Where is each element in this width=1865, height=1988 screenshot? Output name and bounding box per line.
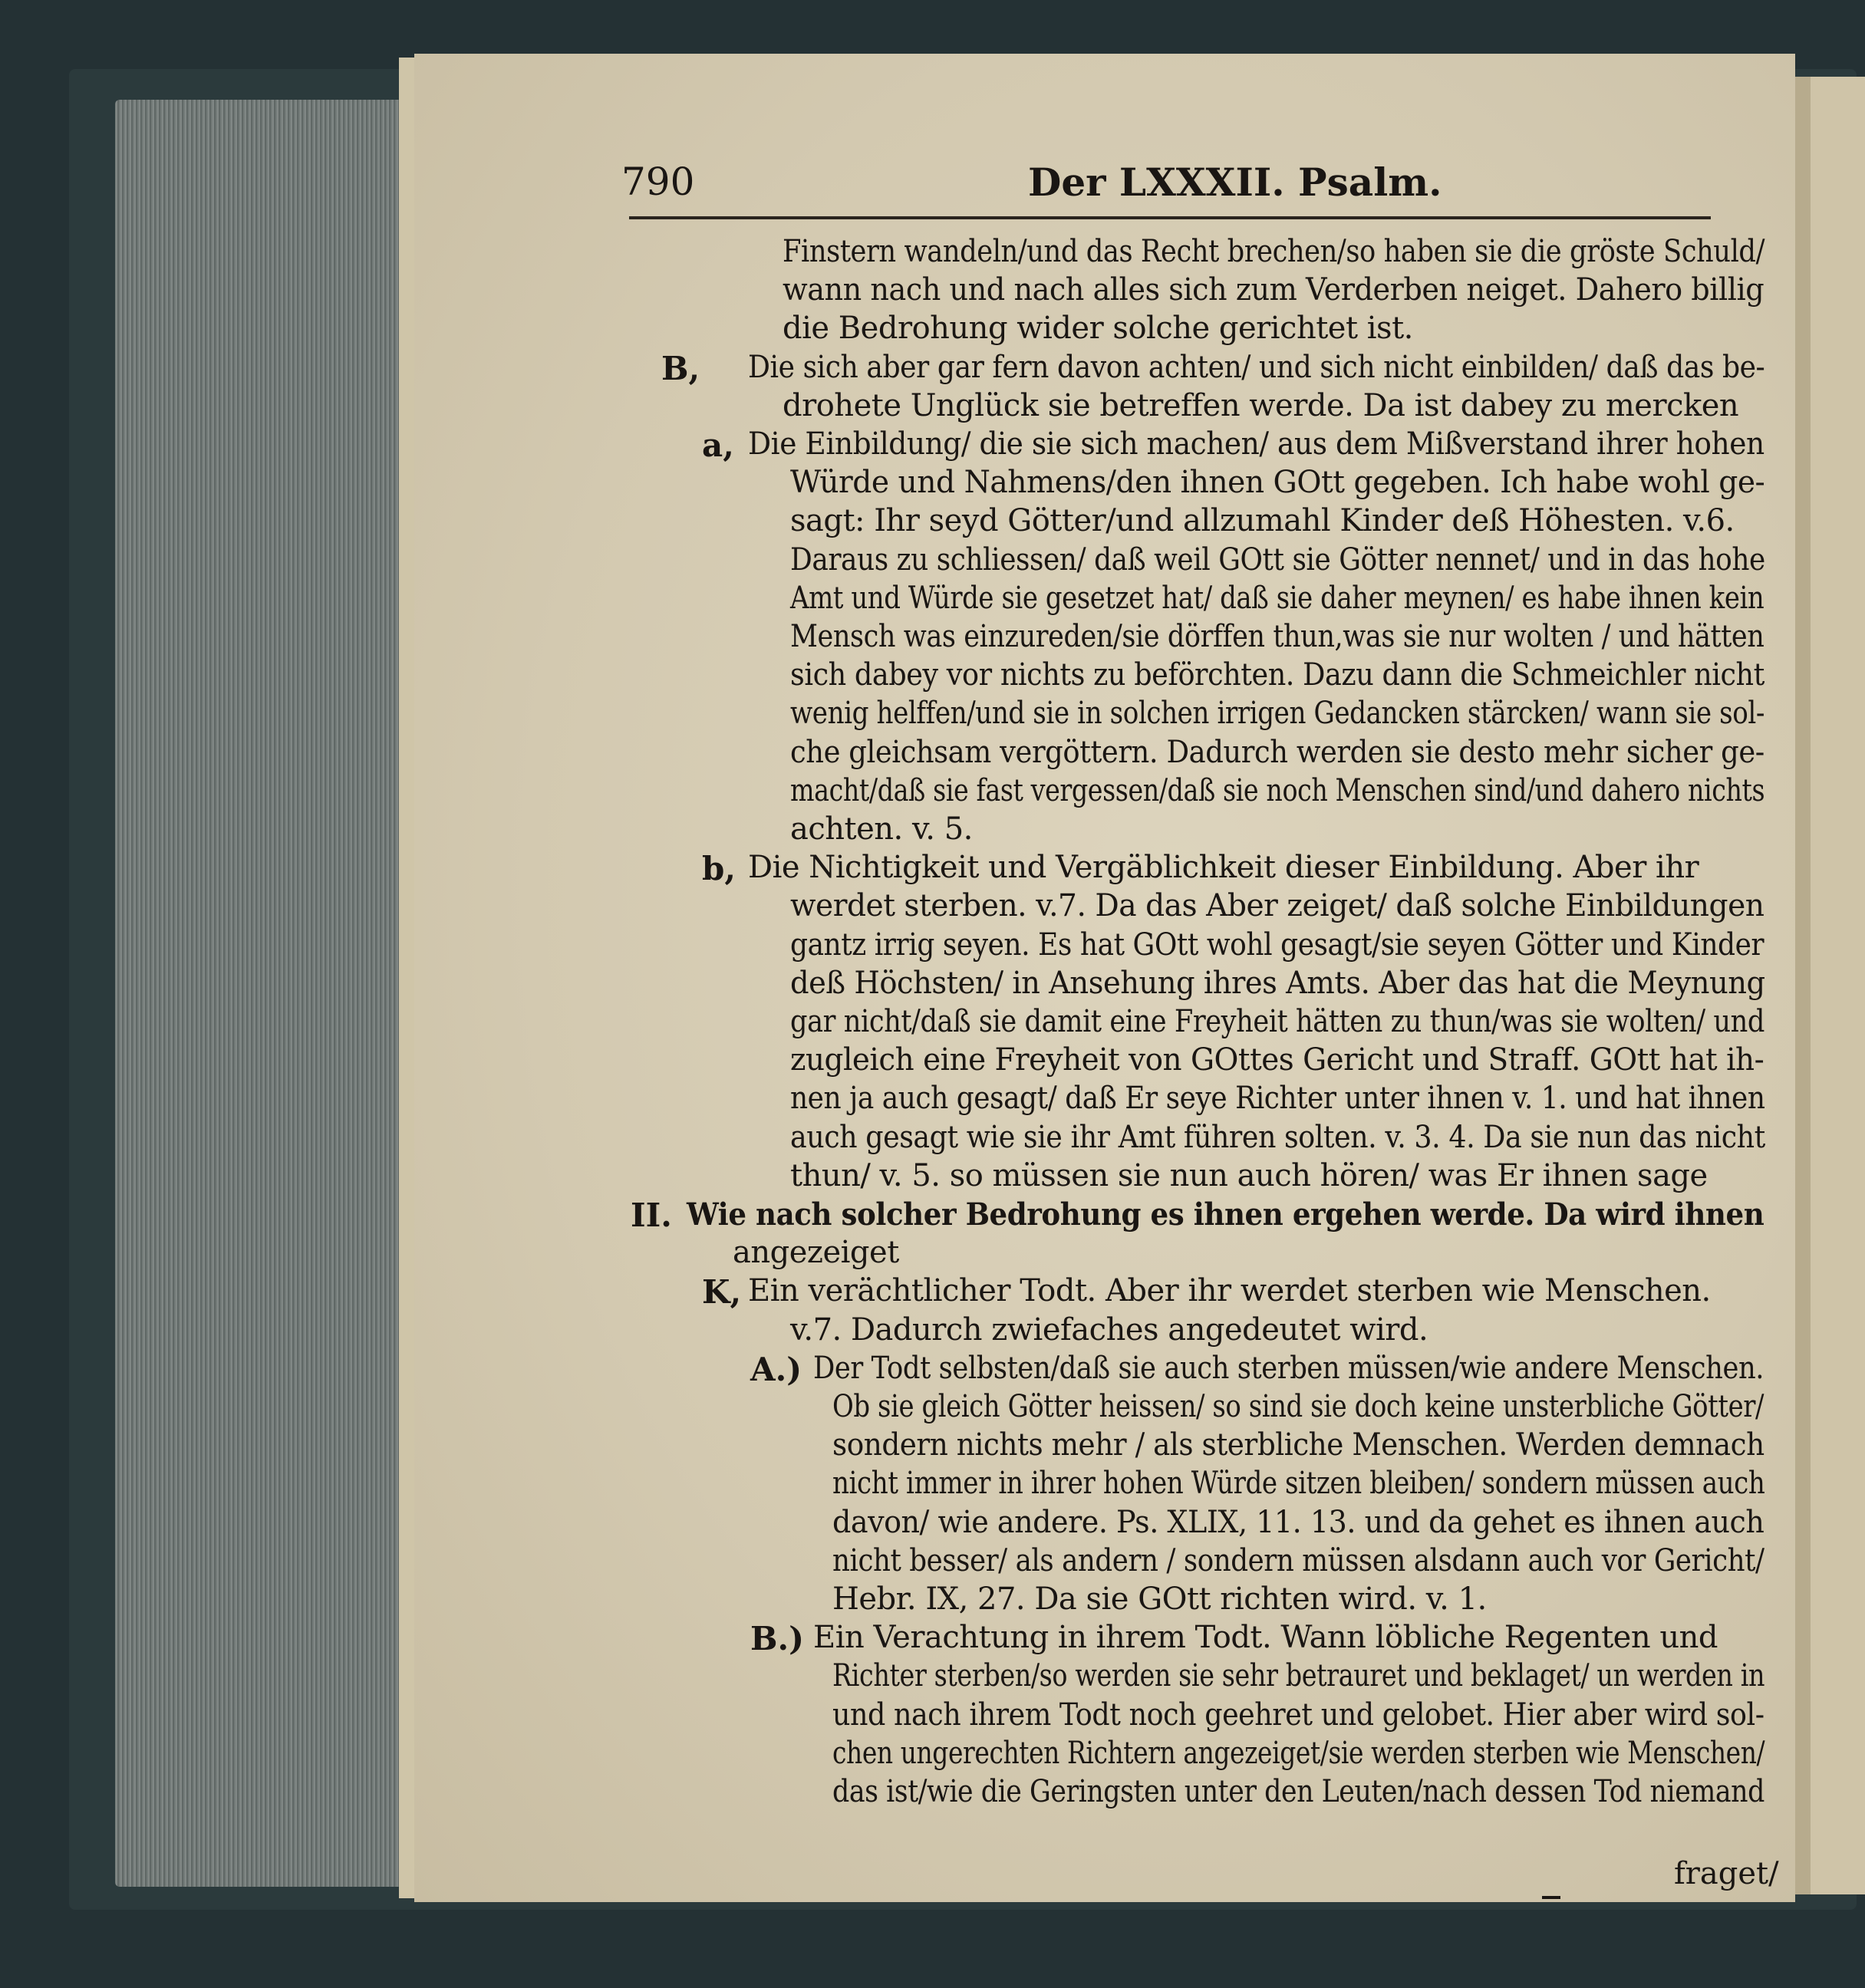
text-line: wann nach und nach alles sich zum Verderben neiget. Dahero billig bbox=[783, 272, 1765, 308]
running-title: Der LXXXII. Psalm. bbox=[1028, 160, 1442, 205]
facing-page-edge bbox=[1811, 77, 1865, 1894]
page-block-edge bbox=[115, 100, 407, 1887]
text-line: sagt: Ihr seyd Götter/und allzumahl Kinder deß Höhesten. v.6. bbox=[790, 503, 1735, 539]
text-line: wenig helffen/und sie in solchen irrigen Gedancken stärcken/ wann sie sol- bbox=[790, 696, 1765, 732]
section-marker: a, bbox=[702, 426, 734, 464]
text-line: v.7. Dadurch zwiefaches angedeutet wird. bbox=[790, 1312, 1428, 1348]
text-line: davon/ wie andere. Ps. XLIX, 11. 13. und da gehet es ihnen auch bbox=[832, 1504, 1765, 1540]
text-line: Mensch was einzureden/sie dörffen thun,was sie nur wolten / und hätten bbox=[790, 619, 1765, 654]
catchword: fraget/ bbox=[1674, 1856, 1779, 1891]
header-rule bbox=[629, 216, 1711, 219]
text-line: Ob sie gleich Götter heissen/ so sind sie doch keine unsterbliche Götter/ bbox=[832, 1389, 1765, 1424]
page-block-inner-edge bbox=[399, 58, 414, 1898]
text-line: Der Todt selbsten/daß sie auch sterben müssen/wie andere Menschen. bbox=[813, 1350, 1765, 1386]
text-line: Amt und Würde sie gesetzet hat/ daß sie daher meynen/ es habe ihnen kein bbox=[790, 580, 1765, 616]
text-line: Richter sterben/so werden sie sehr betrauret und beklaget/ un werden in bbox=[832, 1658, 1765, 1694]
page-number: 790 bbox=[621, 160, 695, 204]
text-line: sondern nichts mehr / als sterbliche Menschen. Werden demnach bbox=[832, 1427, 1765, 1463]
text-line: Die sich aber gar fern davon achten/ und sich nicht einbilden/ daß das be- bbox=[748, 349, 1765, 385]
text-line: Hebr. IX, 27. Da sie GOtt richten wird. v. 1. bbox=[832, 1582, 1487, 1617]
text-line: Wie nach solcher Bedrohung es ihnen ergehen werde. Da wird ihnen bbox=[687, 1196, 1765, 1233]
text-line: Daraus zu schliessen/ daß weil GOtt sie Götter nennet/ und in das hohe bbox=[790, 541, 1765, 578]
section-marker: II. bbox=[631, 1196, 672, 1234]
text-line: Die Einbildung/ die sie sich machen/ aus dem Mißverstand ihrer hohen bbox=[748, 426, 1765, 462]
text-line: Würde und Nahmens/den ihnen GOtt gegeben. Ich habe wohl ge- bbox=[790, 465, 1765, 501]
text-line: achten. v. 5. bbox=[790, 811, 973, 847]
text-line: Die Nichtigkeit und Vergäblichkeit dieser Einbildung. Aber ihr bbox=[748, 850, 1699, 886]
section-marker: B.) bbox=[750, 1620, 804, 1658]
text-line: Ein Verachtung in ihrem Todt. Wann löbliche Regenten und bbox=[813, 1620, 1718, 1656]
text-line: che gleichsam vergöttern. Dadurch werden sie desto mehr sicher ge- bbox=[790, 734, 1765, 770]
section-marker: K, bbox=[702, 1273, 742, 1312]
text-line: drohete Unglück sie betreffen werde. Da ist dabey zu mercken bbox=[783, 387, 1739, 423]
text-line: nicht besser/ als andern / sondern müssen alsdann auch vor Gericht/ bbox=[832, 1542, 1765, 1578]
text-line: zugleich eine Freyheit von GOttes Gericht und Straff. GOtt hat ih- bbox=[790, 1042, 1765, 1078]
section-marker: b, bbox=[702, 850, 736, 888]
text-line: Ein verächtlicher Todt. Aber ihr werdet sterben wie Menschen. bbox=[748, 1273, 1711, 1309]
text-line: gantz irrig seyen. Es hat GOtt wohl gesagt/sie seyen Götter und Kinder bbox=[790, 927, 1765, 963]
text-line: angezeiget bbox=[733, 1235, 899, 1271]
section-marker: B, bbox=[661, 349, 700, 387]
text-line: Finstern wandeln/und das Recht brechen/so haben sie die gröste Schuld/ bbox=[783, 234, 1765, 269]
text-line: werdet sterben. v.7. Da das Aber zeiget/ daß solche Einbildungen bbox=[790, 888, 1765, 924]
text-line: macht/daß sie fast vergessen/daß sie noch Menschen sind/und dahero nichts bbox=[790, 772, 1765, 808]
text-line: gar nicht/daß sie damit eine Freyheit hätten zu thun/was sie wolten/ und bbox=[790, 1004, 1765, 1039]
text-line: nicht immer in ihrer hohen Würde sitzen bleiben/ sondern müssen auch bbox=[832, 1466, 1765, 1502]
text-line: und nach ihrem Todt noch geehret und gelobet. Hier aber wird sol- bbox=[832, 1697, 1765, 1733]
section-marker: A.) bbox=[750, 1350, 802, 1388]
text-line: auch gesagt wie sie ihr Amt führen solten. v. 3. 4. Da sie nun das nicht bbox=[790, 1119, 1765, 1155]
signature-mark bbox=[1542, 1896, 1560, 1899]
text-line: die Bedrohung wider solche gerichtet ist. bbox=[783, 311, 1413, 347]
text-line: deß Höchsten/ in Ansehung ihres Amts. Aber das hat die Meynung bbox=[790, 965, 1765, 1001]
text-line: thun/ v. 5. so müssen sie nun auch hören/ was Er ihnen sage bbox=[790, 1157, 1708, 1193]
text-line: chen ungerechten Richtern angezeiget/sie werden sterben wie Menschen/ bbox=[832, 1735, 1765, 1771]
text-line: das ist/wie die Geringsten unter den Leuten/nach dessen Tod niemand bbox=[832, 1774, 1765, 1809]
text-line: sich dabey vor nichts zu beförchten. Dazu dann die Schmeichler nicht bbox=[790, 657, 1765, 693]
text-line: nen ja auch gesagt/ daß Er seye Richter unter ihnen v. 1. und hat ihnen bbox=[790, 1081, 1765, 1117]
